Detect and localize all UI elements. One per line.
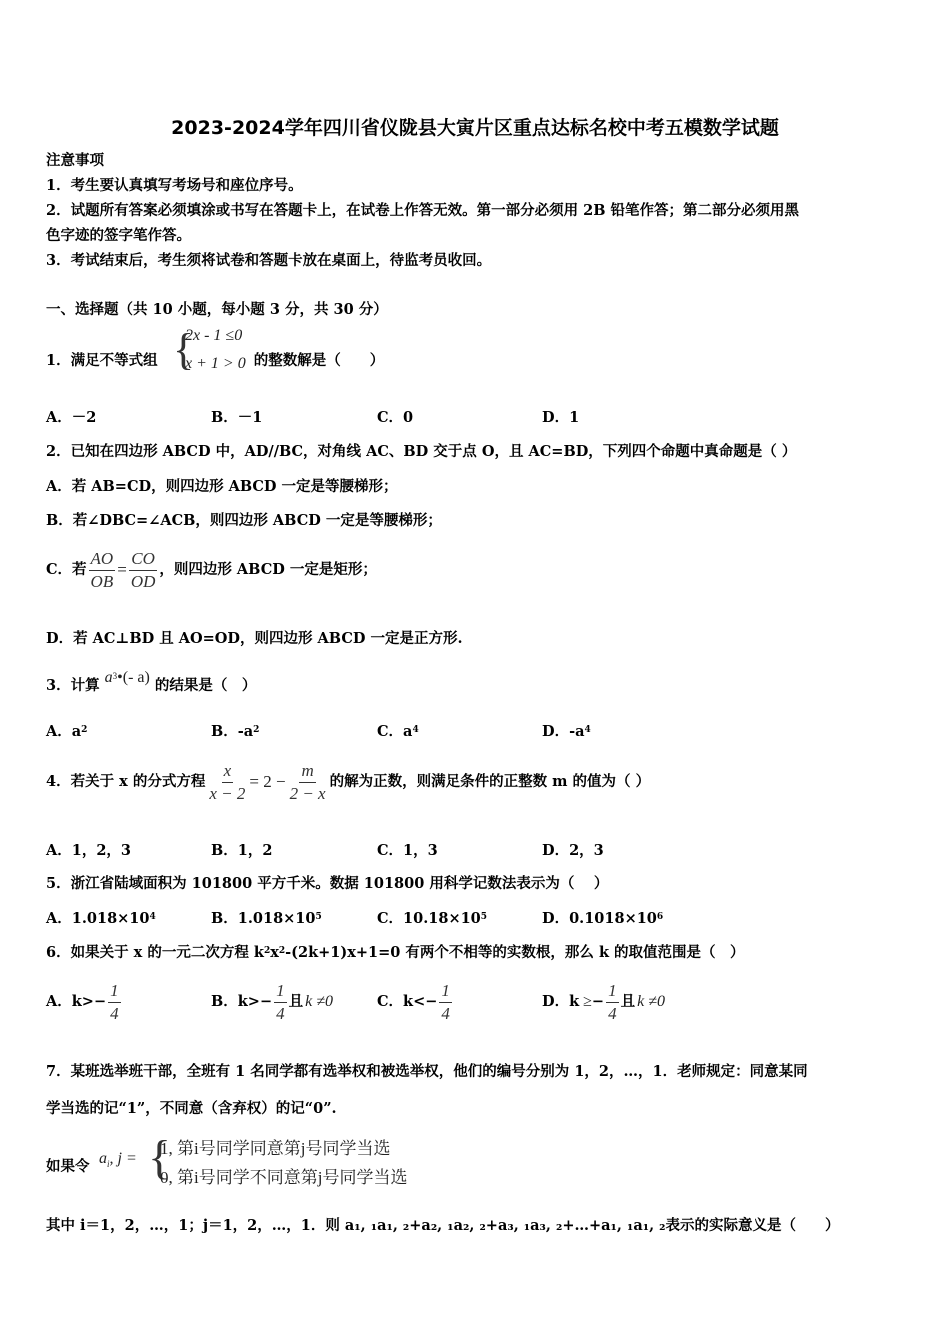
q2-c-post: ，则四边形 ABCD 一定是矩形； <box>159 561 377 578</box>
q1-option-d: D．1 <box>542 409 580 426</box>
q3-post: 的结果是（ ） <box>154 677 257 694</box>
q5-b-text: B．1.018×10 <box>211 910 316 927</box>
q3-option-c <box>377 722 419 742</box>
q3-c-exp: 4 <box>412 725 419 735</box>
notice-item-2: 2．试题所有答案必须填涂或书写在答题卡上，在试卷上作答无效。第一部分必须用 2B 铅笔作答；第二部分必须用黑 <box>46 202 800 219</box>
q6-b-cond: k ≠0 <box>305 993 333 1010</box>
q4-option-d: D．2，3 <box>542 842 604 859</box>
q7-definition-pre: 如果令 <box>46 1158 90 1175</box>
q5-option-a <box>46 909 156 929</box>
q5-option-c <box>377 909 487 929</box>
q6-a-fraction <box>108 980 121 1025</box>
q5-a-text: A．1.018×10 <box>46 910 150 927</box>
q6-b-den: 4 <box>276 1003 285 1023</box>
q3-option-a <box>46 722 87 742</box>
q1-option-b: B．－1 <box>211 409 263 426</box>
q4-num-2: m <box>299 760 315 783</box>
q3-a-exp: 2 <box>81 725 88 735</box>
q4-option-c: C．1，3 <box>377 842 438 859</box>
q4-den-2: 2 − x <box>289 783 326 803</box>
q4-num-1: x <box>222 760 234 783</box>
q2-option-b: B．若∠DBC=∠ACB，则四边形 ABCD 一定是等腰梯形； <box>46 512 442 529</box>
q6-d-and: 且 <box>620 993 636 1010</box>
q3-a-text: A．a <box>46 723 82 740</box>
q6-d-minus: − <box>591 993 605 1010</box>
notice-item-3: 3．考试结束后，考生须将试卷和答题卡放在桌面上，待监考员收回。 <box>46 252 492 269</box>
q6-c-den: 4 <box>441 1003 450 1023</box>
q7-brace: { <box>148 1131 172 1184</box>
q6-stem-b: x <box>270 944 279 961</box>
q7-case-2: 0, 第i号同学不同意第j号同学当选 <box>160 1168 408 1187</box>
q5-option-b <box>211 909 322 929</box>
q6-stem-a: 6．如果关于 x 的一元二次方程 k <box>46 944 264 961</box>
q7-var-j: , j = <box>109 1150 137 1167</box>
q7-stem-1: 7．某班选举班干部，全班有 1 名同学都有选举权和被选举权，他们的编号分别为 1，2，…，1．老师规定：同意某同 <box>46 1063 808 1080</box>
q5-a-exp: 4 <box>149 912 156 922</box>
q5-b-exp: 5 <box>315 912 322 922</box>
q1-ineq-2: x + 1 > 0 <box>185 355 246 372</box>
q6-option-d <box>542 978 665 1026</box>
q6-stem-exp-2: 2 <box>278 946 286 956</box>
page-title: 2023-2024学年四川省仪陇县大寅片区重点达标名校中考五模数学试题 <box>171 117 779 139</box>
q2-c-fraction-1 <box>89 548 116 593</box>
section-heading: 一、选择题（共 10 小题，每小题 3 分，共 30 分） <box>46 301 388 318</box>
q3-expression <box>105 669 150 686</box>
q1-option-a: A．－2 <box>46 409 97 426</box>
notice-item-2-cont: 色字迹的签字笔作答。 <box>46 227 191 244</box>
q3-pre: 3．计算 <box>46 677 100 694</box>
q7-definition-var <box>99 1150 137 1169</box>
q4-post: 的解为正数，则满足条件的正整数 m 的值为（ ） <box>329 773 651 790</box>
q2-option-a: A．若 AB=CD，则四边形 ABCD 一定是等腰梯形； <box>46 478 398 495</box>
q3-c-text: C．a <box>377 723 413 740</box>
q2-c-den-1: OB <box>90 571 114 591</box>
q6-stem <box>46 943 745 963</box>
q5-stem: 5．浙江省陆域面积为 101800 平方千米。数据 101800 用科学记数法表示为（ ） <box>46 875 609 892</box>
q6-a-pre: A．k>− <box>46 993 107 1010</box>
q3-stem <box>46 669 257 696</box>
q7-var-sub: i <box>107 1159 110 1170</box>
q2-stem: 2．已知在四边形 ABCD 中，AD//BC，对角线 AC、BD 交于点 O，且 AC=BD，下列四个命题中真命题是（ ） <box>46 443 797 460</box>
q3-option-d <box>542 722 591 742</box>
q4-den-1: x − 2 <box>209 783 246 803</box>
q5-d-text: D．0.1018×10 <box>542 910 657 927</box>
q4-middle: = 2 − <box>249 772 286 791</box>
q3-option-b <box>211 722 259 742</box>
q4-fraction-2 <box>288 760 328 805</box>
q4-fraction-1 <box>207 760 247 805</box>
notice-item-1: 1．考生要认真填写考场号和座位序号。 <box>46 177 303 194</box>
q2-c-den-2: OD <box>130 571 156 591</box>
q6-stem-c: -(2k+1)x+1=0 有两个不相等的实数根，那么 k 的取值范围是（ ） <box>285 944 745 961</box>
q6-c-pre: C．k<− <box>377 993 438 1010</box>
q3-b-text: B．-a <box>211 723 254 740</box>
q1-option-c: C．0 <box>377 409 414 426</box>
q4-option-a: A．1，2，3 <box>46 842 132 859</box>
q1-pre: 1．满足不等式组 <box>46 352 158 369</box>
q6-d-relation: ≥ <box>583 993 592 1010</box>
q3-d-text: D．-a <box>542 723 585 740</box>
q6-stem-exp-1: 2 <box>263 946 271 956</box>
q6-c-fraction <box>439 980 452 1025</box>
q6-d-cond: k ≠0 <box>637 993 665 1010</box>
q3-expr-base: a <box>104 669 113 686</box>
q5-d-exp: 6 <box>656 912 664 922</box>
q7-case-1: 1, 第i号同学同意第j号同学当选 <box>160 1139 391 1158</box>
q3-b-exp: 2 <box>253 725 260 735</box>
q3-expr-exp: 3 <box>112 671 118 681</box>
q6-d-fraction <box>606 980 619 1025</box>
q2-c-fraction-2 <box>129 548 158 593</box>
q6-d-pre: D．k <box>542 993 580 1010</box>
q5-option-d <box>542 909 663 929</box>
q4-option-b: B．1，2 <box>211 842 273 859</box>
q6-b-pre: B．k>− <box>211 993 273 1010</box>
q1-post: 的整数解是（ ） <box>253 352 385 369</box>
q6-b-fraction <box>274 980 287 1025</box>
q1-brace: { <box>173 325 195 374</box>
q7-question: 其中 i＝1，2，…，1；j＝1，2，…，1．则 a₁, ₁a₁, ₂+a₂, ₁a₂, ₂+a₃, ₁a₃, ₂+…+a₁, ₁a₁, ₂表示的实际意义是（ ） <box>46 1217 840 1234</box>
q6-c-num: 1 <box>439 980 452 1003</box>
q3-expr-rest: •(- a) <box>117 669 150 686</box>
q5-c-text: C．10.18×10 <box>377 910 481 927</box>
q3-d-exp: 4 <box>584 725 591 735</box>
q2-option-d: D．若 AC⊥BD 且 AO=OD，则四边形 ABCD 一定是正方形. <box>46 630 463 647</box>
q7-var-a: a <box>99 1150 107 1167</box>
q6-a-num: 1 <box>108 980 121 1003</box>
q6-option-a <box>46 978 123 1026</box>
q6-d-den: 4 <box>608 1003 617 1023</box>
q6-option-c <box>377 978 454 1026</box>
q6-a-den: 4 <box>110 1003 119 1023</box>
notice-heading: 注意事项 <box>46 152 104 169</box>
q1-ineq-1: 2x - 1 ≤0 <box>185 327 243 344</box>
q4-pre: 4．若关于 x 的分式方程 <box>46 773 206 790</box>
q2-c-equals: = <box>117 560 127 579</box>
q4-stem <box>46 758 650 806</box>
q2-c-num-1: AO <box>89 548 116 571</box>
q2-option-c <box>46 546 377 594</box>
q6-option-b <box>211 978 333 1026</box>
q6-b-num: 1 <box>274 980 287 1003</box>
q2-c-pre: C．若 <box>46 561 87 578</box>
q7-stem-2: 学当选的记“1”，不同意（含弃权）的记“0”. <box>46 1100 337 1117</box>
q2-c-num-2: CO <box>129 548 157 571</box>
q6-d-num: 1 <box>606 980 619 1003</box>
q5-c-exp: 5 <box>480 912 488 922</box>
q6-b-and: 且 <box>288 993 304 1010</box>
